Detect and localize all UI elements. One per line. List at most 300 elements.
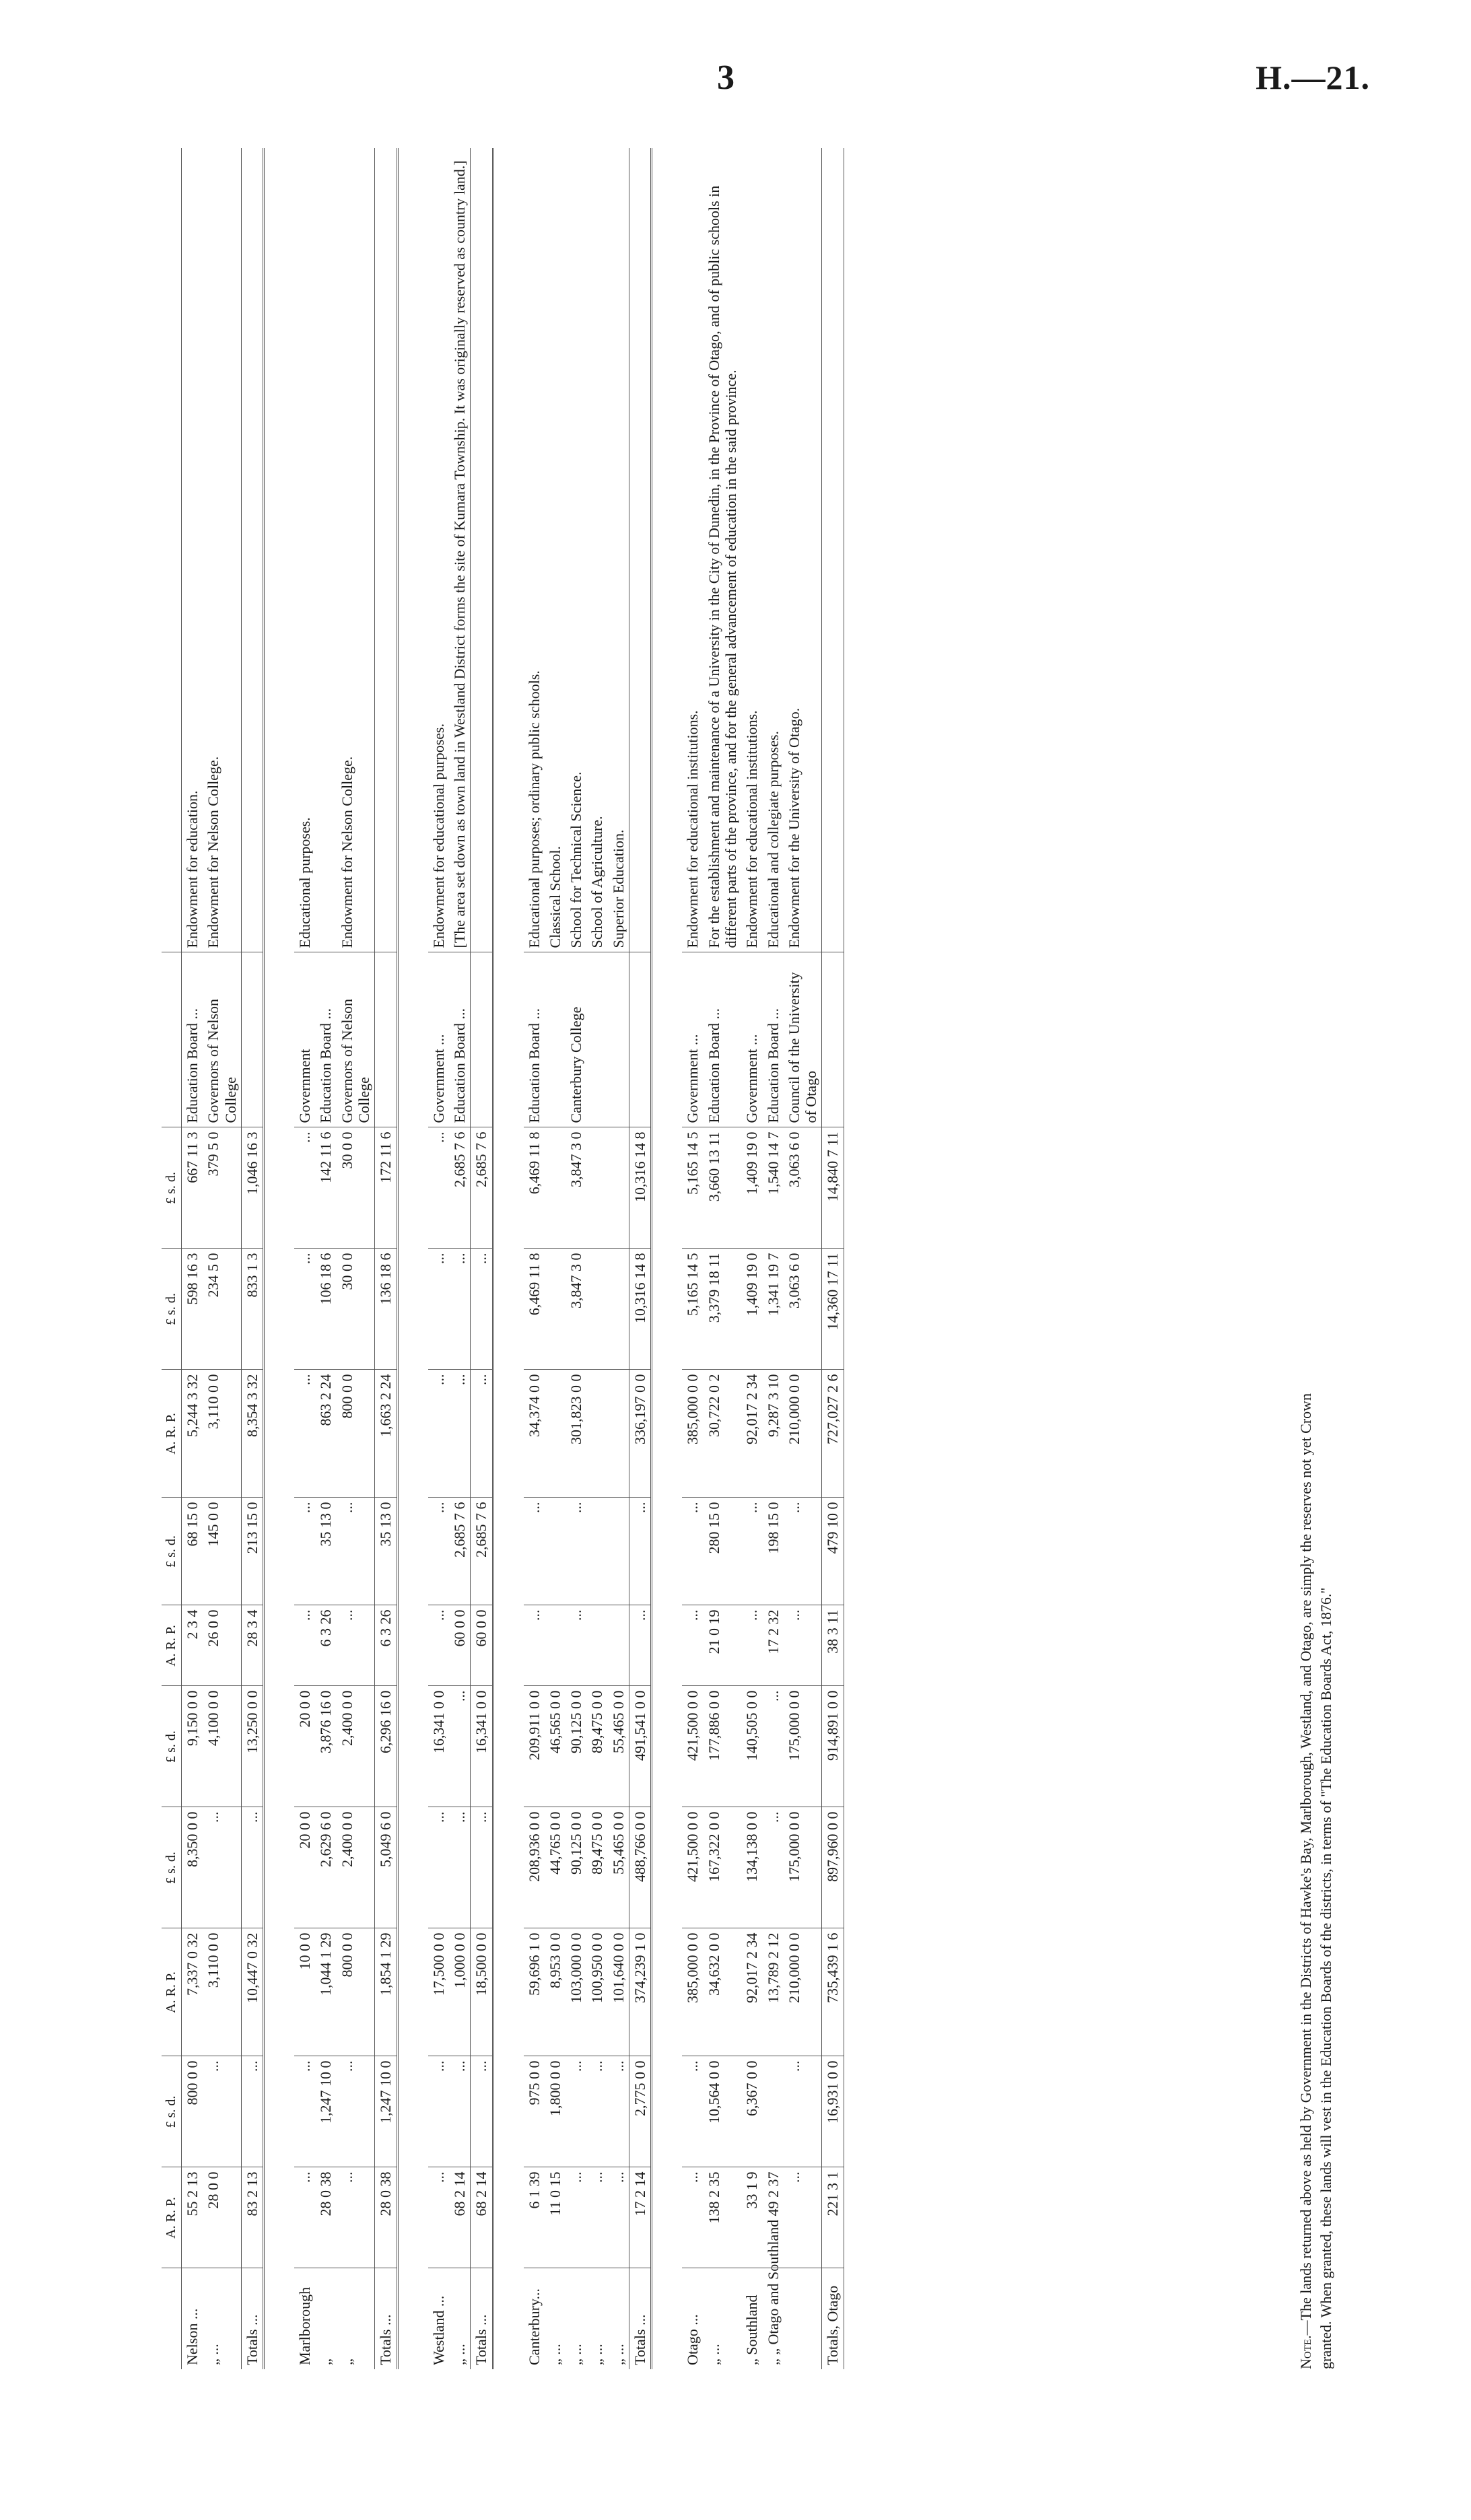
value-cell-c10: 2,685 7 6 — [449, 1127, 471, 1249]
value-cell-c7: 2,685 7 6 — [449, 1498, 471, 1605]
value-cell-c8: 727,027 2 6 — [822, 1370, 844, 1498]
value-cell-c7: 35 13 0 — [375, 1498, 397, 1605]
value-cell-c8: ... — [471, 1370, 493, 1498]
value-cell-c3: 10,447 0 32 — [241, 1928, 263, 2056]
value-cell-c9 — [545, 1249, 566, 1370]
purpose-cell — [471, 148, 493, 952]
value-cell-c6: 60 0 0 — [471, 1605, 493, 1686]
value-cell-c8: 9,287 3 10 — [763, 1370, 784, 1498]
section-divider-cell — [493, 148, 524, 2369]
value-cell-c7: ... — [741, 1498, 762, 1605]
purpose-cell — [315, 148, 336, 952]
value-cell-c9: 14,360 17 11 — [822, 1249, 844, 1370]
value-cell-c2 — [763, 2056, 784, 2167]
value-cell-c5: 16,341 0 0 — [428, 1686, 449, 1807]
table-row — [741, 148, 762, 2369]
value-cell-c3: 101,640 0 0 — [608, 1928, 629, 2056]
value-cell-c5: 209,911 0 0 — [524, 1686, 545, 1807]
value-cell-c9: 136 18 6 — [375, 1249, 397, 1370]
purpose-cell: Endowment for education. — [182, 148, 203, 952]
value-cell-c9: 833 1 3 — [241, 1249, 263, 1370]
value-cell-c7: 213 15 0 — [241, 1498, 263, 1605]
table-row — [586, 148, 607, 2369]
purpose-cell — [241, 148, 263, 952]
purpose-cell: Endowment for Nelson College. — [203, 148, 241, 952]
vested-in-cell: Education Board ... — [315, 952, 336, 1127]
value-cell-c9: ... — [294, 1249, 315, 1370]
value-cell-c10: 667 11 3 — [182, 1127, 203, 1249]
value-cell-c1: ... — [682, 2167, 703, 2268]
value-cell-c2: 1,247 10 0 — [375, 2056, 397, 2167]
value-cell-c10: 2,685 7 6 — [471, 1127, 493, 1249]
value-cell-c10: 1,409 19 0 — [741, 1127, 762, 1249]
value-cell-c8: 210,000 0 0 — [784, 1370, 822, 1498]
value-cell-c3: 13,789 2 12 — [763, 1928, 784, 2056]
value-cell-c5: 140,505 0 0 — [741, 1686, 762, 1807]
value-cell-c9: 1,409 19 0 — [741, 1249, 762, 1370]
value-cell-c10: 14,840 7 11 — [822, 1127, 844, 1249]
section-divider — [652, 148, 683, 2369]
value-cell-c9: 3,379 18 11 — [704, 1249, 742, 1370]
vested-in-cell: Government — [294, 952, 315, 1127]
value-cell-c6 — [586, 1605, 607, 1686]
table-row — [182, 148, 203, 2369]
district-cell: Totals ... — [241, 2268, 263, 2369]
purpose-cell: [The area set down as town land in Westland District forms the site of Kumara Township. It was originally reserved as country land.] — [449, 148, 471, 952]
value-cell-c5: 4,100 0 0 — [203, 1686, 241, 1807]
value-cell-c6 — [608, 1605, 629, 1686]
value-cell-c3: 7,337 0 32 — [182, 1928, 203, 2056]
page-number: 3 — [717, 59, 734, 97]
vested-in-cell: Education Board ... — [449, 952, 471, 1127]
value-cell-c9: 6,469 11 8 — [524, 1249, 545, 1370]
value-cell-c6: 38 3 11 — [822, 1605, 844, 1686]
district-cell: „ Southland — [743, 2295, 761, 2365]
vested-in-cell — [608, 952, 629, 1127]
value-cell-c4: ... — [449, 1807, 471, 1928]
totals-row — [241, 148, 263, 2369]
district-cell: „ ... — [588, 2344, 606, 2365]
vested-in-cell — [241, 952, 263, 1127]
value-cell-c9: 5,165 14 5 — [682, 1249, 703, 1370]
value-cell-c7 — [608, 1498, 629, 1605]
district-cell: „ ... — [450, 2344, 468, 2365]
district-cell: „ — [317, 2358, 335, 2365]
value-cell-c5: 16,341 0 0 — [471, 1686, 493, 1807]
value-cell-c2: ... — [784, 2056, 822, 2167]
table-row — [428, 148, 449, 2369]
col-money-1: £ s. d. — [162, 2056, 182, 2167]
col-district — [162, 2268, 182, 2369]
district-cell: „ ... — [546, 2344, 563, 2365]
value-cell-c4: ... — [241, 1807, 263, 1928]
district-cell: „ ... — [705, 2344, 722, 2365]
value-cell-c5: ... — [449, 1686, 471, 1807]
footnote-label: Note. — [1297, 2335, 1314, 2369]
vested-in-cell: Government ... — [682, 952, 703, 1127]
purpose-cell: Endowment for Nelson College. — [337, 148, 375, 952]
value-cell-c1: ... — [784, 2167, 822, 2268]
value-cell-c8 — [545, 1370, 566, 1498]
value-cell-c2: ... — [566, 2056, 586, 2167]
value-cell-c8: 863 2 24 — [315, 1370, 336, 1498]
value-cell-c6: 2 3 4 — [182, 1605, 203, 1686]
district-cell: Westland ... — [430, 2295, 447, 2365]
totals-row — [471, 148, 493, 2369]
value-cell-c9: ... — [449, 1249, 471, 1370]
value-cell-c2: ... — [337, 2056, 375, 2167]
value-cell-c4: ... — [471, 1807, 493, 1928]
value-cell-c4: 8,350 0 0 — [182, 1807, 203, 1928]
value-cell-c2: ... — [586, 2056, 607, 2167]
value-cell-c10: 3,660 13 11 — [704, 1127, 742, 1249]
value-cell-c1: 55 2 13 — [182, 2167, 203, 2268]
education-reserves-table — [162, 148, 844, 2369]
value-cell-c10 — [586, 1127, 607, 1249]
value-cell-c7: ... — [784, 1498, 822, 1605]
purpose-cell: Educational purposes; ordinary public schools. — [524, 148, 545, 952]
col-money-4: £ s. d. — [162, 1498, 182, 1605]
value-cell-c9: 30 0 0 — [337, 1249, 375, 1370]
value-cell-c3: 385,000 0 0 — [682, 1928, 703, 2056]
purpose-cell: Endowment for educational institutions. — [682, 148, 703, 952]
value-cell-c10: ... — [294, 1127, 315, 1249]
value-cell-c1: 28 0 38 — [375, 2167, 397, 2268]
value-cell-c1: ... — [608, 2167, 629, 2268]
value-cell-c8 — [586, 1370, 607, 1498]
value-cell-c5: 175,000 0 0 — [784, 1686, 822, 1807]
value-cell-c5: 9,150 0 0 — [182, 1686, 203, 1807]
value-cell-c3: 92,017 2 34 — [741, 1928, 762, 2056]
section-divider-cell — [397, 148, 428, 2369]
value-cell-c6 — [545, 1605, 566, 1686]
vested-in-cell: Government ... — [428, 952, 449, 1127]
value-cell-c6: ... — [337, 1605, 375, 1686]
section-divider-cell — [264, 148, 295, 2369]
value-cell-c2: ... — [449, 2056, 471, 2167]
value-cell-c5: 6,296 16 0 — [375, 1686, 397, 1807]
value-cell-c3: 735,439 1 6 — [822, 1928, 844, 2056]
col-money-5: £ s. d. — [162, 1249, 182, 1370]
col-units-2: A. R. P. — [162, 1928, 182, 2056]
value-cell-c5: 177,886 0 0 — [704, 1686, 742, 1807]
table-row — [682, 148, 703, 2369]
col-money-3: £ s. d. — [162, 1686, 182, 1807]
value-cell-c2: 975 0 0 — [524, 2056, 545, 2167]
value-cell-c8: 336,197 0 0 — [629, 1370, 652, 1498]
value-cell-c8: 3,110 0 0 — [203, 1370, 241, 1498]
vested-in-cell — [471, 952, 493, 1127]
col-money-6: £ s. d. — [162, 1127, 182, 1249]
value-cell-c5: 13,250 0 0 — [241, 1686, 263, 1807]
value-cell-c8: ... — [294, 1370, 315, 1498]
value-cell-c5: 20 0 0 — [294, 1686, 315, 1807]
value-cell-c4: 897,960 0 0 — [822, 1807, 844, 1928]
footnote-text: —The lands returned above as held by Government in the Districts of Hawke's Bay, Marlborough, Westland, and Otago, are simply the reserves not yet Crown granted. When granted, these lands will vest in the Education Boards of the districts, in terms of "The Education Boards Act, 1876." — [1297, 1393, 1334, 2369]
value-cell-c1: ... — [586, 2167, 607, 2268]
district-cell: Totals ... — [629, 2268, 652, 2369]
value-cell-c8: 30,722 0 2 — [704, 1370, 742, 1498]
value-cell-c3: 34,632 0 0 — [704, 1928, 742, 2056]
value-cell-c2: 6,367 0 0 — [741, 2056, 762, 2167]
district-cell: Totals, Otago — [822, 2268, 844, 2369]
value-cell-c4: 44,765 0 0 — [545, 1807, 566, 1928]
value-cell-c9: 234 5 0 — [203, 1249, 241, 1370]
value-cell-c10 — [608, 1127, 629, 1249]
value-cell-c8: 34,374 0 0 — [524, 1370, 545, 1498]
district-cell: Canterbury... — [525, 2288, 543, 2365]
district-cell: Marlborough — [296, 2286, 314, 2365]
value-cell-c2: 2,775 0 0 — [629, 2056, 652, 2167]
value-cell-c6: 17 2 32 — [763, 1605, 784, 1686]
value-cell-c8: 8,354 3 32 — [241, 1370, 263, 1498]
value-cell-c3: 17,500 0 0 — [428, 1928, 449, 2056]
table-row — [524, 148, 545, 2369]
table-row — [294, 148, 315, 2369]
value-cell-c4: 2,629 6 0 — [315, 1807, 336, 1928]
table-body — [182, 148, 844, 2369]
value-cell-c1: 6 1 39 — [524, 2167, 545, 2268]
vested-in-cell — [545, 952, 566, 1127]
value-cell-c10: 5,165 14 5 — [682, 1127, 703, 1249]
value-cell-c5: 2,400 0 0 — [337, 1686, 375, 1807]
table-row — [763, 148, 784, 2369]
value-cell-c10: 172 11 6 — [375, 1127, 397, 1249]
value-cell-c9: 3,847 3 0 — [566, 1249, 586, 1370]
value-cell-c1: ... — [294, 2167, 315, 2268]
purpose-cell: Endowment for educational purposes. — [428, 148, 449, 952]
value-cell-c7: 68 15 0 — [182, 1498, 203, 1605]
value-cell-c5: 46,565 0 0 — [545, 1686, 566, 1807]
vested-in-cell: Education Board ... — [704, 952, 742, 1127]
value-cell-c6: ... — [294, 1605, 315, 1686]
value-cell-c6: ... — [741, 1605, 762, 1686]
value-cell-c9: ... — [471, 1249, 493, 1370]
value-cell-c6: 28 3 4 — [241, 1605, 263, 1686]
value-cell-c9: 106 18 6 — [315, 1249, 336, 1370]
table-row — [545, 148, 566, 2369]
value-cell-c1: 28 0 0 — [203, 2167, 241, 2268]
col-units-3: A. R. P. — [162, 1605, 182, 1686]
value-cell-c3: 59,696 1 0 — [524, 1928, 545, 2056]
value-cell-c1: 221 3 1 — [822, 2167, 844, 2268]
district-cell: „ „ Otago and Southland — [764, 2219, 782, 2365]
value-cell-c4: 134,138 0 0 — [741, 1807, 762, 1928]
col-units-1: A. R. P. — [162, 2167, 182, 2268]
value-cell-c9: 1,341 19 7 — [763, 1249, 784, 1370]
value-cell-c6: 26 0 0 — [203, 1605, 241, 1686]
table-row — [566, 148, 586, 2369]
vested-in-cell: Government ... — [741, 952, 762, 1127]
value-cell-c6: ... — [784, 1605, 822, 1686]
totals-row — [629, 148, 652, 2369]
value-cell-c9: 598 16 3 — [182, 1249, 203, 1370]
value-cell-c10: 10,316 14 8 — [629, 1127, 652, 1249]
district-cell: Totals ... — [375, 2268, 397, 2369]
value-cell-c4: 5,049 6 0 — [375, 1807, 397, 1928]
value-cell-c3: 800 0 0 — [337, 1928, 375, 2056]
value-cell-c5: ... — [763, 1686, 784, 1807]
value-cell-c8: ... — [449, 1370, 471, 1498]
value-cell-c10: 1,046 16 3 — [241, 1127, 263, 1249]
rotated-table-container — [162, 148, 1232, 2369]
value-cell-c4: 89,475 0 0 — [586, 1807, 607, 1928]
purpose-cell: Classical School. — [545, 148, 566, 952]
vested-in-cell — [822, 952, 844, 1127]
value-cell-c8: 385,000 0 0 — [682, 1370, 703, 1498]
value-cell-c4: ... — [428, 1807, 449, 1928]
district-cell: „ — [338, 2358, 355, 2365]
value-cell-c4: 55,465 0 0 — [608, 1807, 629, 1928]
purpose-cell: School for Technical Science. — [566, 148, 586, 952]
purpose-cell — [629, 148, 652, 952]
value-cell-c6: ... — [524, 1605, 545, 1686]
value-cell-c5: 914,891 0 0 — [822, 1686, 844, 1807]
value-cell-c2: ... — [471, 2056, 493, 2167]
value-cell-c9: ... — [428, 1249, 449, 1370]
vested-in-cell — [629, 952, 652, 1127]
value-cell-c5: 3,876 16 0 — [315, 1686, 336, 1807]
value-cell-c4: 175,000 0 0 — [784, 1807, 822, 1928]
value-cell-c3: 1,854 1 29 — [375, 1928, 397, 2056]
value-cell-c7: 145 0 0 — [203, 1498, 241, 1605]
purpose-cell: Endowment for educational institutions. — [741, 148, 762, 952]
vested-in-cell: Governors of Nelson College — [203, 952, 241, 1127]
value-cell-c1: 68 2 14 — [449, 2167, 471, 2268]
value-cell-c3: 1,000 0 0 — [449, 1928, 471, 2056]
vested-in-cell: Education Board ... — [763, 952, 784, 1127]
value-cell-c4: ... — [763, 1807, 784, 1928]
value-cell-c10: 3,063 6 0 — [784, 1127, 822, 1249]
value-cell-c7: 479 10 0 — [822, 1498, 844, 1605]
col-money-2: £ s. d. — [162, 1807, 182, 1928]
district-cell: Otago ... — [684, 2314, 702, 2365]
value-cell-c6: ... — [428, 1605, 449, 1686]
table-row — [784, 148, 822, 2369]
value-cell-c1: 33 1 9 — [741, 2167, 762, 2268]
value-cell-c10: 30 0 0 — [337, 1127, 375, 1249]
purpose-cell: Educational purposes. — [294, 148, 315, 952]
value-cell-c4: 2,400 0 0 — [337, 1807, 375, 1928]
vested-in-cell — [375, 952, 397, 1127]
value-cell-c2: 16,931 0 0 — [822, 2056, 844, 2167]
value-cell-c3: 18,500 0 0 — [471, 1928, 493, 2056]
section-divider — [264, 148, 295, 2369]
value-cell-c10: 379 5 0 — [203, 1127, 241, 1249]
section-divider-cell — [652, 148, 683, 2369]
value-cell-c7: ... — [337, 1498, 375, 1605]
value-cell-c2: 1,800 0 0 — [545, 2056, 566, 2167]
value-cell-c6: ... — [682, 1605, 703, 1686]
value-cell-c8 — [608, 1370, 629, 1498]
value-cell-c5: 421,500 0 0 — [682, 1686, 703, 1807]
value-cell-c5: 90,125 0 0 — [566, 1686, 586, 1807]
vested-in-cell: Council of the University of Otago — [784, 952, 822, 1127]
value-cell-c8: 301,823 0 0 — [566, 1370, 586, 1498]
value-cell-c6: 6 3 26 — [375, 1605, 397, 1686]
col-purpose — [162, 148, 182, 952]
purpose-cell: For the establishment and maintenance of a University in the City of Dunedin, in the Province of Otago, and of public schools in different parts of the province, and for the general advancement of education in the said province. — [704, 148, 742, 952]
district-cell: „ ... — [609, 2344, 627, 2365]
value-cell-c8: ... — [428, 1370, 449, 1498]
vested-in-cell — [586, 952, 607, 1127]
value-cell-c4: 488,766 0 0 — [629, 1807, 652, 1928]
value-cell-c8: 800 0 0 — [337, 1370, 375, 1498]
purpose-cell — [375, 148, 397, 952]
value-cell-c7: 2,685 7 6 — [471, 1498, 493, 1605]
value-cell-c9 — [586, 1249, 607, 1370]
value-cell-c7 — [545, 1498, 566, 1605]
grand-totals-row — [822, 148, 844, 2369]
purpose-cell — [822, 148, 844, 952]
purpose-cell: Endowment for the University of Otago. — [784, 148, 822, 952]
value-cell-c8: 5,244 3 32 — [182, 1370, 203, 1498]
value-cell-c1: ... — [337, 2167, 375, 2268]
value-cell-c10 — [545, 1127, 566, 1249]
value-cell-c1: 17 2 14 — [629, 2167, 652, 2268]
value-cell-c1: 11 0 15 — [545, 2167, 566, 2268]
vested-in-cell: Education Board ... — [182, 952, 203, 1127]
vested-in-cell: Governors of Nelson College — [337, 952, 375, 1127]
value-cell-c1: ... — [428, 2167, 449, 2268]
footnote — [1296, 1393, 1336, 2369]
document-reference: H.—21. — [1256, 59, 1370, 96]
value-cell-c10: 1,540 14 7 — [763, 1127, 784, 1249]
value-cell-c4: 167,322 0 0 — [704, 1807, 742, 1928]
value-cell-c4: 208,936 0 0 — [524, 1807, 545, 1928]
table-row — [203, 148, 241, 2369]
value-cell-c7: 35 13 0 — [315, 1498, 336, 1605]
table-row — [608, 148, 629, 2369]
vested-in-cell: Education Board ... — [524, 952, 545, 1127]
value-cell-c7: ... — [428, 1498, 449, 1605]
value-cell-c2: ... — [428, 2056, 449, 2167]
value-cell-c4: ... — [203, 1807, 241, 1928]
value-cell-c6: ... — [566, 1605, 586, 1686]
value-cell-c5: 89,475 0 0 — [586, 1686, 607, 1807]
table-row — [704, 148, 742, 2369]
value-cell-c4: 20 0 0 — [294, 1807, 315, 1928]
table-row — [449, 148, 471, 2369]
district-cell: „ ... — [568, 2344, 585, 2365]
value-cell-c9: 10,316 14 8 — [629, 1249, 652, 1370]
value-cell-c8: 92,017 2 34 — [741, 1370, 762, 1498]
purpose-cell: Superior Education. — [608, 148, 629, 952]
value-cell-c3: 100,950 0 0 — [586, 1928, 607, 2056]
value-cell-c7: 198 15 0 — [763, 1498, 784, 1605]
value-cell-c3: 374,239 1 0 — [629, 1928, 652, 2056]
district-cell: Nelson ... — [184, 2308, 201, 2365]
district-cell — [784, 2268, 822, 2369]
value-cell-c1: 49 2 37 — [763, 2167, 784, 2268]
value-cell-c1: 83 2 13 — [241, 2167, 263, 2268]
value-cell-c7: ... — [294, 1498, 315, 1605]
value-cell-c10: 3,847 3 0 — [566, 1127, 586, 1249]
value-cell-c7: ... — [566, 1498, 586, 1605]
value-cell-c4: 421,500 0 0 — [682, 1807, 703, 1928]
table-row — [315, 148, 336, 2369]
value-cell-c9: 3,063 6 0 — [784, 1249, 822, 1370]
value-cell-c7: ... — [682, 1498, 703, 1605]
value-cell-c1: ... — [566, 2167, 586, 2268]
value-cell-c10: ... — [428, 1127, 449, 1249]
value-cell-c4: 90,125 0 0 — [566, 1807, 586, 1928]
value-cell-c1: 28 0 38 — [315, 2167, 336, 2268]
value-cell-c10: 6,469 11 8 — [524, 1127, 545, 1249]
district-cell: „ ... — [205, 2344, 222, 2365]
value-cell-c1: 68 2 14 — [471, 2167, 493, 2268]
value-cell-c6: 21 0 19 — [704, 1605, 742, 1686]
